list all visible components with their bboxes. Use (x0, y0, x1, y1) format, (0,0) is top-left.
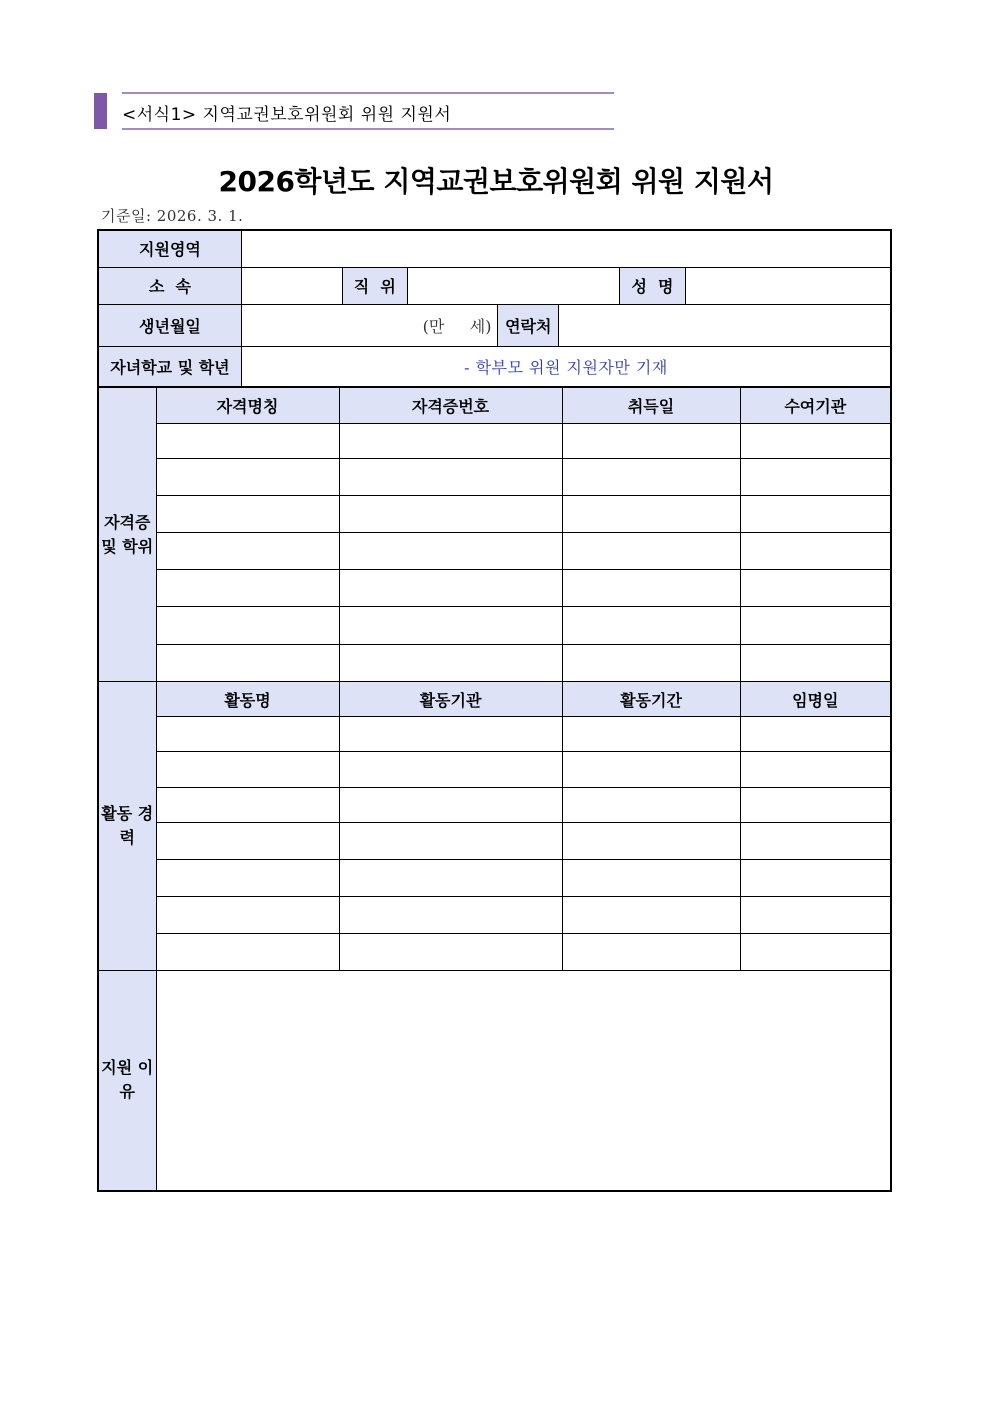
qualifications-cell-name[interactable] (156, 496, 339, 533)
qualifications-cell-number[interactable] (339, 533, 562, 570)
activities-header-title: 활동명 (156, 682, 339, 717)
qualifications-header-name: 자격명칭 (156, 388, 339, 424)
qualifications-cell-issuer[interactable] (740, 607, 891, 645)
qualifications-cell-date[interactable] (562, 533, 740, 570)
activities-row (98, 788, 891, 823)
activities-cell-title[interactable] (156, 823, 339, 860)
tag-bottom-line (122, 128, 614, 130)
qualifications-row (98, 424, 891, 459)
activities-header-org: 활동기관 (339, 682, 562, 717)
activities-cell-appointed[interactable] (740, 934, 891, 971)
qualifications-cell-date[interactable] (562, 607, 740, 645)
qualifications-section-label: 자격증 및 학위 (98, 388, 156, 682)
qualifications-cell-name[interactable] (156, 645, 339, 682)
qualifications-cell-number[interactable] (339, 424, 562, 459)
qualifications-cell-name[interactable] (156, 459, 339, 496)
activities-cell-title[interactable] (156, 717, 339, 752)
qualifications-header-date: 취득일 (562, 388, 740, 424)
label-name: 성 명 (619, 267, 686, 304)
activities-cell-period[interactable] (562, 860, 740, 897)
records-table (97, 387, 892, 1192)
activities-cell-org[interactable] (339, 934, 562, 971)
qualifications-header-issuer: 수여기관 (740, 388, 891, 424)
activities-cell-period[interactable] (562, 752, 740, 788)
label-birth: 생년월일 (98, 304, 241, 346)
activities-cell-org[interactable] (339, 717, 562, 752)
qualifications-cell-issuer[interactable] (740, 645, 891, 682)
qualifications-cell-number[interactable] (339, 645, 562, 682)
base-date-text: 기준일: 2026. 3. 1. (101, 207, 244, 225)
activities-cell-appointed[interactable] (740, 752, 891, 788)
activities-cell-appointed[interactable] (740, 860, 891, 897)
qualifications-row (98, 533, 891, 570)
label-affiliation: 소 속 (98, 267, 241, 304)
activities-cell-appointed[interactable] (740, 823, 891, 860)
form-number-label: <서식1> 지역교권보호위원회 위원 지원서 (122, 105, 452, 125)
input-contact[interactable] (559, 304, 891, 346)
activities-row (98, 823, 891, 860)
accent-bar (94, 93, 107, 129)
tag-top-line (122, 92, 614, 94)
qualifications-cell-date[interactable] (562, 645, 740, 682)
input-affiliation[interactable] (241, 267, 342, 304)
activities-cell-period[interactable] (562, 717, 740, 752)
activities-cell-title[interactable] (156, 788, 339, 823)
activities-row (98, 897, 891, 934)
qualifications-cell-issuer[interactable] (740, 459, 891, 496)
label-position: 직 위 (342, 267, 407, 304)
qualifications-cell-issuer[interactable] (740, 533, 891, 570)
activities-cell-appointed[interactable] (740, 788, 891, 823)
activities-row (98, 752, 891, 788)
qualifications-cell-date[interactable] (562, 424, 740, 459)
qualifications-row (98, 645, 891, 682)
activities-section-label: 활동 경력 (98, 682, 156, 971)
activities-cell-title[interactable] (156, 860, 339, 897)
qualifications-cell-issuer[interactable] (740, 424, 891, 459)
qualifications-cell-number[interactable] (339, 607, 562, 645)
qualifications-cell-name[interactable] (156, 607, 339, 645)
activities-cell-appointed[interactable] (740, 717, 891, 752)
qualifications-row (98, 496, 891, 533)
activities-cell-org[interactable] (339, 860, 562, 897)
qualifications-cell-issuer[interactable] (740, 496, 891, 533)
activities-cell-period[interactable] (562, 823, 740, 860)
activities-cell-title[interactable] (156, 752, 339, 788)
qualifications-cell-number[interactable] (339, 496, 562, 533)
activities-cell-org[interactable] (339, 752, 562, 788)
input-birth[interactable]: (만 세) (241, 304, 498, 346)
label-area: 지원영역 (98, 230, 241, 267)
activities-header-period: 활동기간 (562, 682, 740, 717)
qualifications-row (98, 570, 891, 607)
qualifications-row (98, 607, 891, 645)
activities-cell-title[interactable] (156, 897, 339, 934)
activities-row (98, 934, 891, 971)
qualifications-cell-date[interactable] (562, 570, 740, 607)
child-school-note[interactable]: - 학부모 위원 지원자만 기재 (241, 346, 891, 387)
activities-cell-org[interactable] (339, 823, 562, 860)
activities-header-appointed: 임명일 (740, 682, 891, 717)
qualifications-cell-name[interactable] (156, 424, 339, 459)
qualifications-cell-name[interactable] (156, 570, 339, 607)
qualifications-row (98, 459, 891, 496)
activities-row (98, 860, 891, 897)
activities-cell-appointed[interactable] (740, 897, 891, 934)
qualifications-cell-number[interactable] (339, 459, 562, 496)
activities-cell-period[interactable] (562, 934, 740, 971)
input-area[interactable] (241, 230, 891, 267)
reason-input[interactable] (156, 971, 891, 1191)
form-number-tag (94, 92, 616, 130)
activities-cell-period[interactable] (562, 897, 740, 934)
qualifications-cell-number[interactable] (339, 570, 562, 607)
activities-row (98, 717, 891, 752)
label-contact: 연락처 (498, 304, 559, 346)
base-date (101, 205, 243, 226)
input-position[interactable] (407, 267, 619, 304)
input-name[interactable] (686, 267, 891, 304)
label-child-school: 자녀학교 및 학년 (98, 346, 241, 387)
activities-cell-title[interactable] (156, 934, 339, 971)
qualifications-cell-date[interactable] (562, 459, 740, 496)
document-title: 2026학년도 지역교권보호위원회 위원 지원서 (218, 165, 774, 198)
activities-cell-period[interactable] (562, 788, 740, 823)
qualifications-cell-date[interactable] (562, 496, 740, 533)
reason-section-label: 지원 이유 (98, 971, 156, 1191)
qualifications-header-number: 자격증번호 (339, 388, 562, 424)
qualifications-cell-name[interactable] (156, 533, 339, 570)
application-form-table (97, 229, 892, 388)
qualifications-cell-issuer[interactable] (740, 570, 891, 607)
activities-cell-org[interactable] (339, 788, 562, 823)
activities-cell-org[interactable] (339, 897, 562, 934)
